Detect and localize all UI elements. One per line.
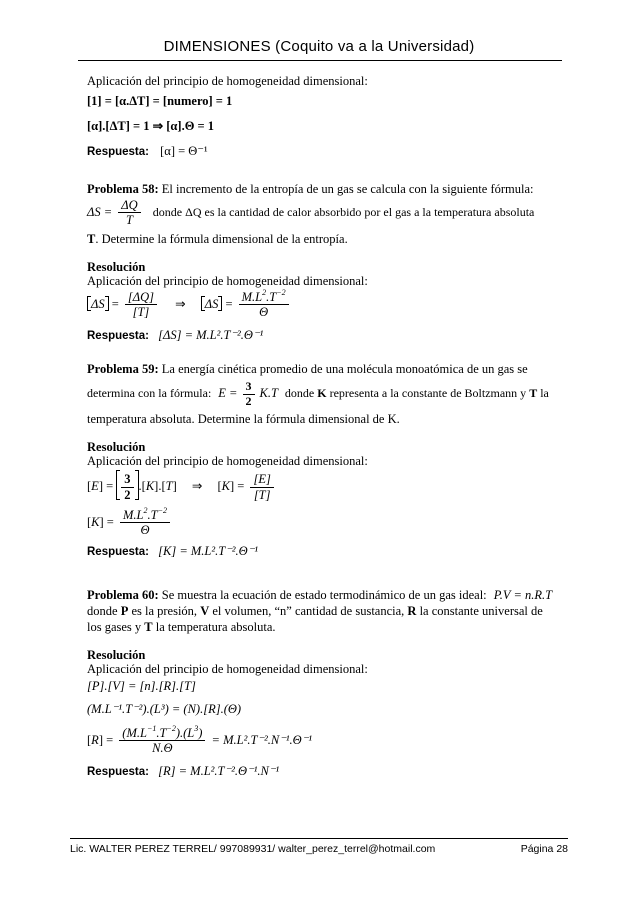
p59-statement: [87, 362, 528, 377]
footer-page-number: Página 28: [520, 843, 568, 855]
p58-derivation: ΔS = $\frac{[\Delta Q]}{[T]}$ ⇒ ΔS = $\frac{M.L^2.T^{-2}}{\Theta}$: [87, 290, 292, 320]
p60-derivation: [R] = $\frac{(M.L^{-1}.T^{-2}).(L^3)}{N.\Theta}$ = M.L².T⁻².N⁻¹.Θ⁻¹: [87, 724, 313, 756]
p59-line3: temperatura absoluta. Determine la fórmula dimensional de K.: [87, 412, 400, 426]
p60-line2: [87, 604, 543, 619]
p59-line2a: determina con la fórmula:: [87, 386, 212, 401]
p58-resolution: Resolución: [87, 260, 146, 274]
p58-formula-num: ΔQ: [118, 198, 140, 213]
p58-answer: [ΔS] = M.L².T⁻².Θ⁻¹: [158, 328, 264, 342]
p58-statement: [87, 182, 534, 197]
p60-line3b: la temperatura absoluta.: [155, 620, 276, 634]
top-answer-line: [87, 144, 208, 160]
p58-formula-den: T: [125, 213, 133, 228]
p60-principle: Aplicación del principio de homogeneidad dimensional:: [87, 662, 368, 676]
p59-t-var: T: [529, 386, 538, 401]
answer-label: Respuesta:: [87, 146, 149, 158]
p59-line2: determina con la fórmula: E = $\frac{3}{2}$ K.T donde K representa a la constante de Boltzmann y T la: [87, 379, 549, 408]
p60-line3a: los gases y: [87, 620, 142, 634]
p58-text: El incremento de la entropía de un gas se calcula con la siguiente fórmula:: [161, 182, 534, 196]
top-eq-1: [1] = [α.ΔT] = [numero] = 1: [87, 94, 233, 108]
p60-eq3-rhs: = M.L².T⁻².N⁻¹.Θ⁻¹: [211, 732, 313, 747]
p60-answer-line: [87, 764, 279, 780]
p60-p-var: P: [120, 604, 129, 618]
p60-line2b: es la presión,: [131, 604, 198, 618]
header-divider: [78, 60, 562, 61]
p59-line2b: donde: [284, 386, 315, 401]
p60-line3: los gases y T la temperatura absoluta.: [87, 620, 276, 634]
answer-label: Respuesta:: [87, 766, 149, 778]
p59-k-var: K: [317, 386, 327, 401]
p59-line2d: la: [540, 386, 549, 401]
p58-tail: . Determine la fórmula dimensional de la entropía.: [95, 232, 348, 246]
top-eq-2: [α].[ΔT] = 1 ⇒ [α].Θ = 1: [87, 119, 215, 133]
p60-formula: P.V = n.R.T: [493, 588, 553, 602]
p59-derivation-1: [E] = $\frac{3}{2}$ .[K].[T] ⇒ [K] = $\frac{[E]}{[T]}$: [87, 470, 277, 502]
p60-line2c: el volumen, “n” cantidad de sustancia,: [212, 604, 405, 618]
p60-answer: [R] = M.L².T⁻².Θ⁻¹.N⁻¹: [158, 764, 280, 778]
p58-answer-line: [87, 328, 263, 344]
p59-text: La energía cinética promedio de una molécula monoatómica de un gas se: [161, 362, 528, 376]
p58-formula-lhs: ΔS =: [87, 204, 113, 219]
p58-label: Problema 58:: [87, 182, 159, 196]
p60-eq-2: (M.L⁻¹.T⁻²).(L³) = (N).[R].(Θ): [87, 702, 242, 716]
p60-v-var: V: [200, 604, 210, 618]
p59-principle: Aplicación del principio de homogeneidad dimensional:: [87, 454, 368, 468]
p60-text: Se muestra la ecuación de estado termodinámico de un gas ideal:: [161, 588, 487, 602]
p58-formula-fraction: [118, 198, 140, 228]
answer-label: Respuesta:: [87, 330, 149, 342]
p60-resolution: Resolución: [87, 648, 146, 662]
p60-line2a: donde: [87, 604, 118, 618]
footer-author: Lic. WALTER PEREZ TERREL/ 997089931/ walter_perez_terrel@hotmail.com: [70, 843, 436, 855]
p58-principle: Aplicación del principio de homogeneidad dimensional:: [87, 274, 368, 288]
p60-eq-1: [P].[V] = [n].[R].[T]: [87, 679, 196, 693]
p58-formula-line: [87, 198, 534, 228]
p59-label: Problema 59:: [87, 362, 159, 376]
p58-line3: [87, 232, 348, 247]
p60-line2d: la constante universal de: [416, 604, 543, 618]
top-answer: [α] = Θ⁻¹: [160, 144, 208, 158]
answer-label: Respuesta:: [87, 546, 149, 558]
p59-answer-line: [87, 544, 258, 560]
p58-where: donde ΔQ es la cantidad de calor absorbido por el gas a la temperatura absoluta: [152, 204, 535, 219]
p60-label: Problema 60:: [87, 588, 159, 602]
footer-divider: [70, 838, 568, 839]
p59-answer: [K] = M.L².T⁻².Θ⁻¹: [158, 544, 259, 558]
page-header: DIMENSIONES (Coquito va a la Universidad): [163, 38, 475, 55]
p59-resolution: Resolución: [87, 440, 146, 454]
p60-r-var: R: [407, 604, 417, 618]
p58-t-var: T: [87, 232, 96, 246]
p59-derivation-2: [K] = $\frac{M.L^2.T^{-2}}{\Theta}$: [87, 508, 173, 538]
p59-line2c: representa a la constante de Boltzmann y: [329, 386, 527, 401]
principle-line-1: Aplicación del principio de homogeneidad dimensional:: [87, 74, 368, 88]
p60-statement: [87, 588, 552, 603]
